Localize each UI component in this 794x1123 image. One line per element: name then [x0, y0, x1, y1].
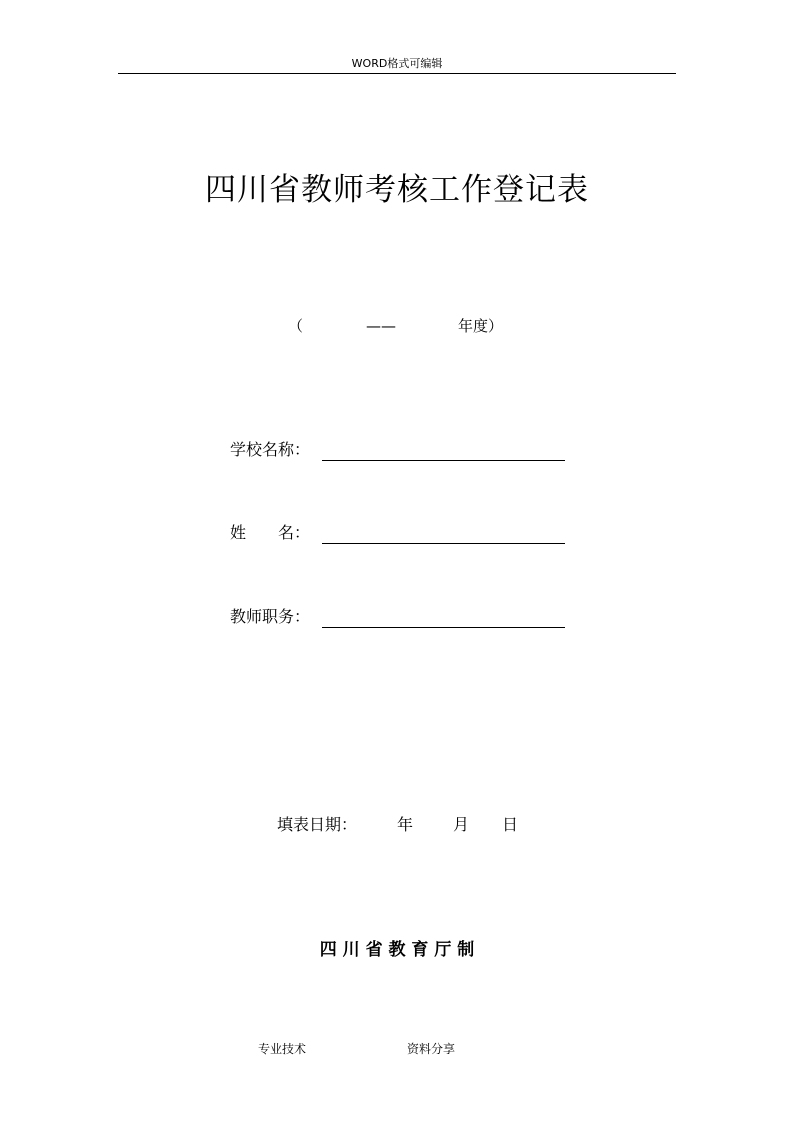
teacher-name-label: 姓 名：	[230, 523, 311, 542]
footer-left-text: 专业技术	[258, 1042, 307, 1056]
year-range-dash: ——	[366, 317, 396, 335]
teacher-title-blank[interactable]	[322, 627, 565, 628]
teacher-title-label: 教师职务：	[230, 607, 311, 626]
school-name-blank[interactable]	[322, 460, 565, 461]
fill-date-year: 年	[397, 815, 414, 834]
year-open-paren: （	[288, 317, 304, 335]
year-line	[0, 315, 794, 337]
page-footer	[0, 1040, 794, 1058]
teacher-name-blank[interactable]	[322, 543, 565, 544]
issuer-text: 四 川 省 教 育 厅 制	[319, 940, 475, 960]
fill-date-line	[0, 813, 794, 837]
fill-date-month: 月	[453, 815, 470, 834]
school-name-label: 学校名称：	[230, 440, 311, 459]
document-title: 四川省教师考核工作登记表	[205, 172, 589, 208]
year-label: 年度）	[458, 317, 504, 335]
fill-date-label: 填表日期：	[277, 815, 358, 834]
page-header-text: WORD格式可编辑	[351, 57, 443, 70]
footer-right-text: 资料分享	[407, 1042, 456, 1056]
fill-date-day: 日	[502, 815, 519, 834]
header-rule	[118, 73, 676, 74]
